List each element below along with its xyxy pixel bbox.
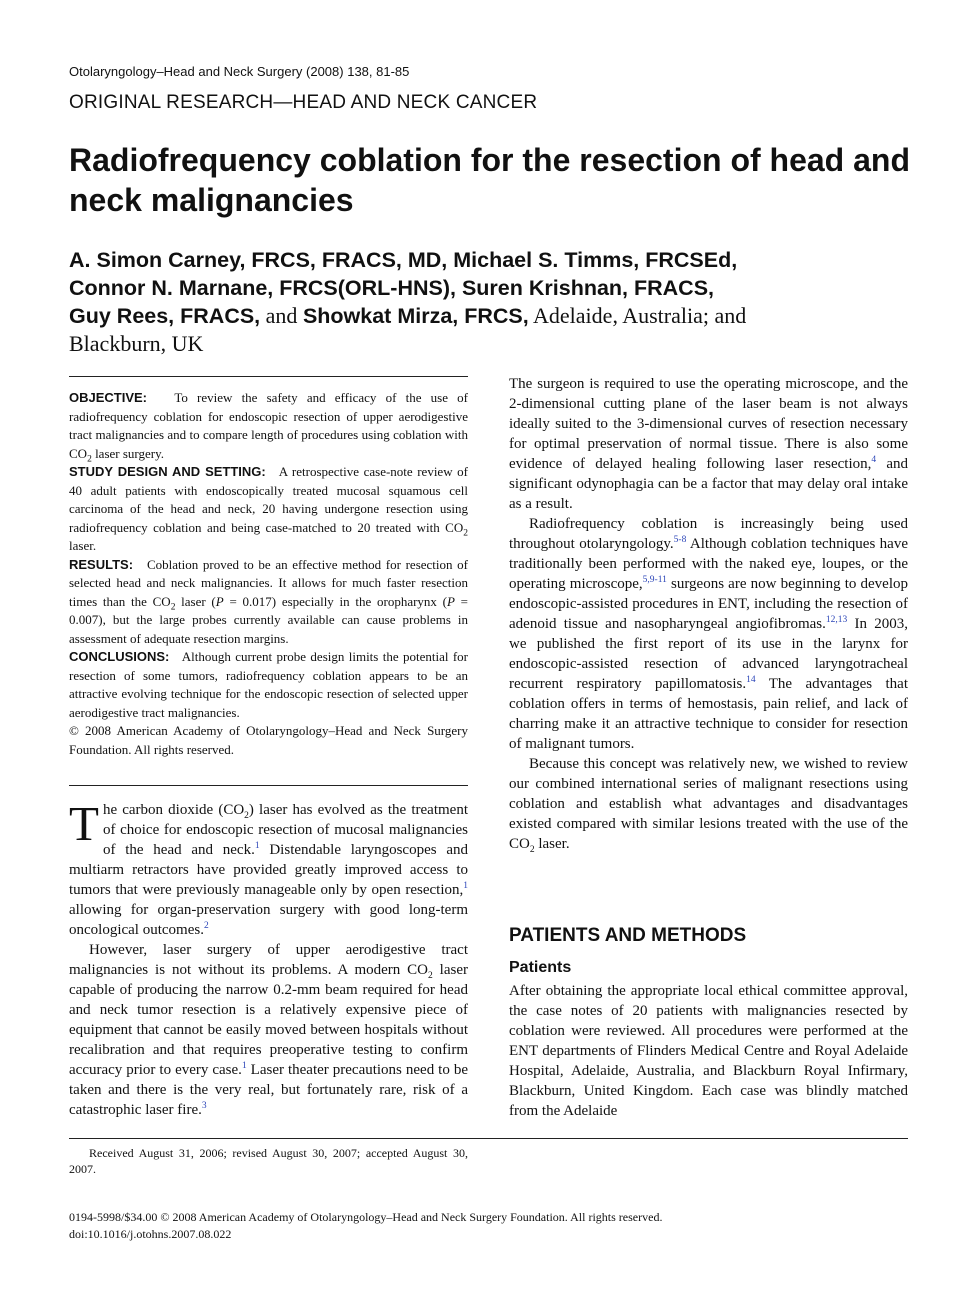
author-list: [69, 246, 909, 358]
authors-line-2: Connor N. Marnane, FRCS(ORL-HNS), Suren Krishnan, FRACS,: [69, 276, 715, 300]
footnote-divider: [69, 1138, 908, 1139]
reference-link[interactable]: 2: [203, 921, 209, 931]
abstract-results: RESULTS: Coblation proved to be an effective method for resection of selected head and neck malignancies. It allows for much faster resection times than the $CO_2$ laser (P = 0.017) especially in the oropharynx (P = 0.007), but the large probes currently available can cause problems in assessment of adequate resection margins.: [69, 556, 468, 646]
body-left-column: [69, 796, 468, 1120]
results-label: RESULTS:: [69, 556, 134, 572]
affiliation-1: Adelaide, Australia; and: [533, 303, 747, 328]
body-right-column: [509, 374, 908, 854]
author-mirza: Showkat Mirza, FRCS,: [302, 304, 529, 328]
abstract-conclusions: CONCLUSIONS: Although current probe design limits the potential for resection of some tumors, radiofrequency coblation appears to be an attractive evolving technique for the endoscopic resection of selected upper aerodigestive tract malignancies.: [69, 649, 468, 720]
right-paragraph-2: Radiofrequency coblation is increasingly being used throughout otolaryngology.$^{5-8}$ Although coblation techniques have traditionally been performed with the naked eye, loupes, or the operating microscope,$^{5,9-11}$ surgeons are now beginning to develop endoscopic-assisted procedures in ENT, including the resection of adenoid tissue and nasopharyngeal angiofibromas.$^{12,13}$ In 2003, we published the first report of its use in the larynx for endoscopic-assisted resection of advanced laryngotracheal recurrent respiratory papillomatosis.$^{14}$ The advantages that coblation offers in terms of hemostasis, pain relief, and lack of charring make it an attractive technique to consider for resection of malignant tumors.: [509, 516, 908, 752]
doi[interactable]: doi:10.1016/j.otohns.2007.08.022: [69, 1227, 232, 1241]
intro-paragraph-2: However, laser surgery of upper aerodigestive tract malignancies is not without its problems. A modern $CO_2$ laser capable of producing the narrow 0.2-mm beam required for head and neck tumor resection is a relatively expensive piece of equipment that cannot be easily moved between hospitals without recalibration and that requires preoperative testing to confirm accuracy prior to every case.$^1$ Laser theater precautions need to be taken and there is the very real, but fortunately rare, risk of a catastrophic laser fire.$^3$: [69, 942, 468, 1118]
article-title: Radiofrequency coblation for the resection of head and neck malignancies: [69, 142, 910, 218]
authors-line-1: A. Simon Carney, FRCS, FRACS, MD, Michael S. Timms, FRCSEd,: [69, 248, 738, 272]
reference-link[interactable]: 12,13: [825, 615, 848, 625]
patients-methods-heading: PATIENTS AND METHODS: [509, 925, 747, 946]
abstract-copyright: © 2008 American Academy of Otolaryngology–Head and Neck Surgery Foundation. All rights reserved.: [69, 723, 468, 757]
author-rees: Guy Rees, FRACS,: [69, 304, 261, 328]
affiliation-2: Blackburn, UK: [69, 331, 204, 356]
reference-link[interactable]: 1: [463, 881, 468, 891]
design-label: STUDY DESIGN AND SETTING:: [69, 464, 266, 479]
abstract-divider: [69, 785, 468, 786]
patients-subheading: Patients: [509, 959, 572, 976]
abstract: [69, 376, 468, 759]
section-heading: ORIGINAL RESEARCH—HEAD AND NECK CANCER: [69, 92, 538, 113]
page-footer: [69, 1209, 662, 1243]
reference-link[interactable]: 1: [241, 1061, 247, 1071]
right-paragraph-3: Because this concept was relatively new, we wished to review our combined international series of malignant resections using coblation and establish what advantages and disadvantages existed compared with similar lesions treated with the use of the $CO_2$ laser.: [509, 756, 908, 855]
reference-link[interactable]: 5-8: [673, 535, 687, 545]
received-dates: Received August 31, 2006; revised August 30, 2007; accepted August 30, 2007.: [69, 1146, 468, 1176]
author-conjunction: and: [265, 303, 298, 328]
reference-link[interactable]: 14: [746, 675, 756, 685]
objective-label: OBJECTIVE:: [69, 390, 148, 405]
abstract-objective: OBJECTIVE: To review the safety and efficacy of the use of radiofrequency coblation for endoscopic resection of upper aerodigestive tract malignancies and to compare length of procedures using coblation with $CO_2$ laser surgery.: [69, 390, 468, 465]
intro-paragraph-1: The carbon dioxide $(CO_2)$ laser has evolved as the treatment of choice for endoscopic resection of mucosal malignancies of the head and neck.$^1$ Distendable laryngoscopes and multiarm retractors have provided greatly improved access to tumors that were previously manageable only by open resection,$^1$ allowing for organ-preservation surgery with good long-term oncological outcomes.$^2$: [69, 796, 468, 938]
issn-copyright: 0194-5998/$34.00 © 2008 American Academy of Otolaryngology–Head and Neck Surgery Foundation. All rights reserved.: [69, 1210, 663, 1224]
patients-paragraph: After obtaining the appropriate local ethical committee approval, the case notes of 20 patients with malignancies resected by coblation were reviewed. All procedures were performed at the ENT departments of Flinders Medical Centre and Royal Adelaide Hospital, Adelaide, Australia, and Blackburn Royal Infirmary, Blackburn, United Kingdom. Each case was blindly matched from the Adelaide: [509, 983, 908, 1119]
drop-cap: T: [69, 796, 99, 851]
abstract-design: STUDY DESIGN AND SETTING: A retrospective case-note review of 40 adult patients with endoscopically treated mucosal squamous cell carcinoma of the head and neck, 20 having undergone resection using radiofrequency coblation and being case-matched to 20 treated with $CO_2$ laser.: [69, 464, 468, 553]
reference-link[interactable]: 4: [871, 455, 877, 465]
journal-citation: Otolaryngology–Head and Neck Surgery (2008) 138, 81-85: [69, 64, 410, 79]
reference-link[interactable]: 5,9-11: [642, 575, 667, 585]
conclusions-label: CONCLUSIONS:: [69, 649, 170, 664]
right-paragraph-1: The surgeon is required to use the operating microscope, and the 2-dimensional cutting plane of the laser beam is not always ideally suited to the 3-dimensional curves of resection necessary for optimal preservation of normal tissue. There is also some evidence of delayed healing following laser resection,$^4$ and significant odynophagia can be a factor that may delay oral intake as a result.: [509, 376, 908, 512]
reference-link[interactable]: 1: [254, 841, 260, 851]
reference-link[interactable]: 3: [201, 1101, 207, 1111]
